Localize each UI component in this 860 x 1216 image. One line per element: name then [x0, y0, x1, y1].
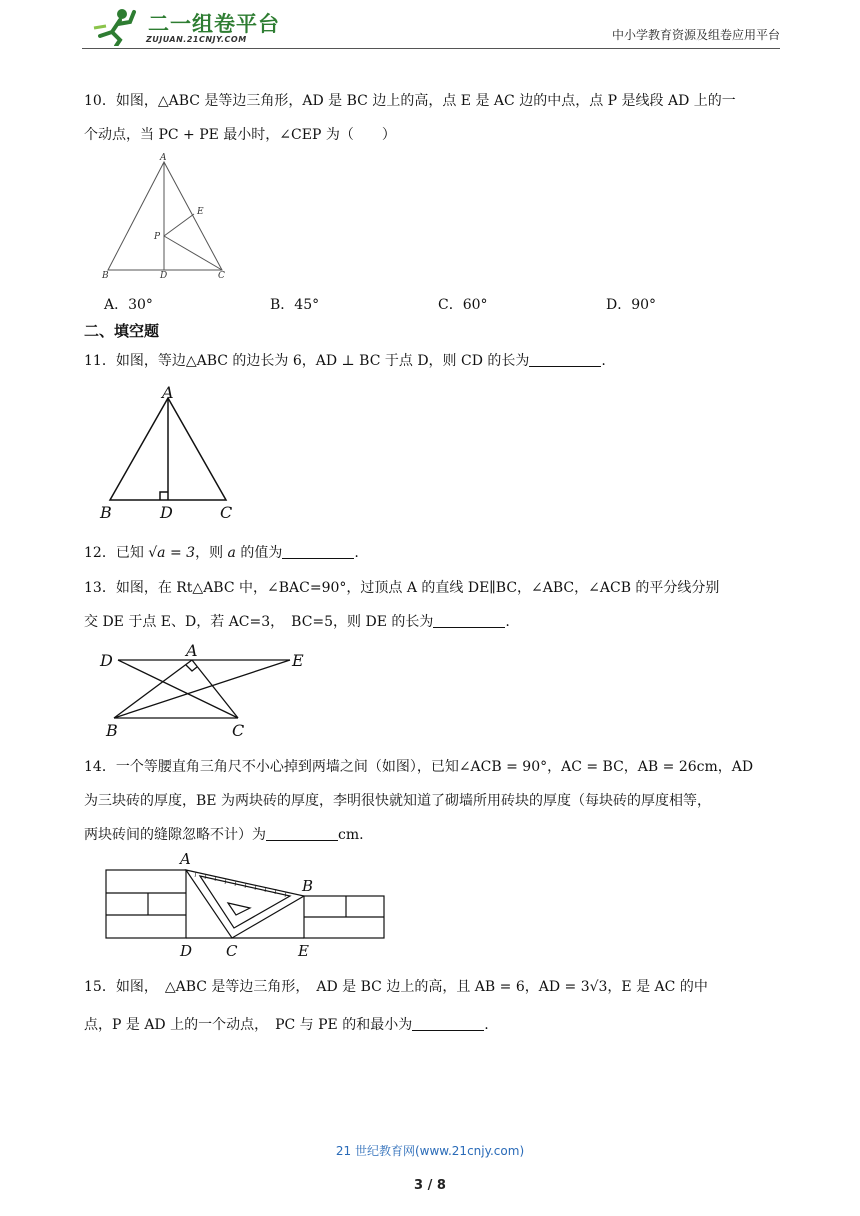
q14-line3-wrap: [84, 824, 784, 844]
q10-figure: [100, 152, 230, 282]
q11-label-c: C: [220, 503, 233, 522]
q14-label-b: B: [302, 877, 314, 895]
q11-label-a: A: [162, 383, 174, 402]
logo-subtext: ZUJUAN.21CNJY.COM: [146, 35, 247, 44]
q14-line3: 两块砖间的缝隙忽略不计）为: [84, 827, 266, 843]
q15-line2: 点，P 是 AD 上的一个动点， PC 与 PE 的和最小为: [84, 1017, 413, 1033]
q14-answer-blank[interactable]: [266, 826, 338, 841]
q10-label-c: C: [218, 271, 225, 281]
q15-answer-blank[interactable]: [412, 1016, 484, 1031]
q14-line2: 为三块砖的厚度，BE 为两块砖的厚度，李明很快就知道了砌墙所用砖块的厚度（每块砖的厚度相等，: [84, 793, 711, 809]
q10-option-c[interactable]: C．60°: [438, 297, 488, 313]
q13-figure: [98, 640, 318, 740]
logo-text: 二一组卷平台: [148, 12, 280, 36]
q13-line1: 13．如图，在 Rt△ABC 中，∠BAC=90°，过顶点 A 的直线 DE∥BC，∠ABC，∠ACB 的平分线分别: [84, 580, 720, 596]
page-number: 3 / 8: [414, 1178, 446, 1193]
header-tagline: 中小学教育资源及组卷应用平台: [611, 28, 780, 42]
q13-label-e: E: [292, 651, 304, 670]
q13-line2-wrap: [84, 611, 784, 631]
q13-period: .: [505, 614, 510, 630]
q10-label-p: P: [154, 232, 161, 242]
page-header: [82, 4, 780, 49]
q13-answer-blank[interactable]: [433, 613, 505, 628]
q12-variable: a: [227, 545, 236, 561]
section-title: 二、填空题: [84, 322, 160, 340]
q13-label-b: B: [106, 721, 118, 740]
q10-option-a[interactable]: A．30°: [104, 297, 153, 313]
q10-option-b[interactable]: B．45°: [270, 297, 320, 313]
q12-post: 的值为: [235, 545, 283, 561]
q12-text: [84, 542, 784, 562]
footer-site-link[interactable]: 21 世纪教育网(www.21cnjy.com): [335, 1144, 525, 1158]
q14-label-e: E: [298, 942, 309, 960]
q11-period: .: [601, 353, 606, 369]
q10-option-d[interactable]: D．90°: [606, 297, 657, 313]
q11-line: 11．如图，等边△ABC 的边长为 6，AD ⊥ BC 于点 D，则 CD 的长为: [84, 353, 530, 369]
q10-line2: 个动点，当 PC + PE 最小时，∠CEP 为（ ）: [84, 127, 396, 143]
q11-text: [84, 350, 784, 370]
q11-figure: [98, 383, 248, 524]
runner-logo-icon: [90, 6, 146, 46]
q12-expression: √a = 3: [148, 545, 196, 561]
logo: [90, 6, 280, 46]
q13-label-c: C: [232, 721, 245, 740]
q15-period: .: [484, 1017, 489, 1033]
q13-label-a: A: [186, 641, 198, 660]
q13-label-d: D: [100, 651, 113, 670]
q10-label-b: B: [102, 271, 109, 281]
q11-answer-blank[interactable]: [529, 352, 601, 367]
q14-label-c: C: [226, 942, 238, 960]
q15-line1: 15．如图， △ABC 是等边三角形， AD 是 BC 边上的高，且 AB = 6，AD = 3√3，E 是 AC 的中: [84, 979, 708, 995]
q12-period: .: [354, 545, 359, 561]
q14-label-a: A: [180, 850, 191, 868]
q10-label-e: E: [197, 207, 204, 217]
q10-label-d: D: [160, 271, 168, 281]
q14-unit: cm.: [338, 827, 364, 843]
q13-line2: 交 DE 于点 E、D，若 AC=3， BC=5，则 DE 的长为: [84, 614, 434, 630]
q11-label-b: B: [100, 503, 112, 522]
q12-pre: 12．已知: [84, 545, 149, 561]
q15-line2-wrap: [84, 1014, 784, 1034]
q10-line1: 10．如图，△ABC 是等边三角形，AD 是 BC 边上的高，点 E 是 AC 边的中点，点 P 是线段 AD 上的一: [84, 93, 736, 109]
q10-label-a: A: [160, 153, 167, 163]
q12-answer-blank[interactable]: [282, 544, 354, 559]
q12-mid: ，则: [195, 545, 228, 561]
q14-label-d: D: [180, 942, 193, 960]
q14-figure: [100, 848, 400, 964]
q11-label-d: D: [160, 503, 173, 522]
q14-line1: 14．一个等腰直角三角尺不小心掉到两墙之间（如图），已知∠ACB = 90°，AC = BC，AB = 26cm，AD: [84, 759, 754, 775]
